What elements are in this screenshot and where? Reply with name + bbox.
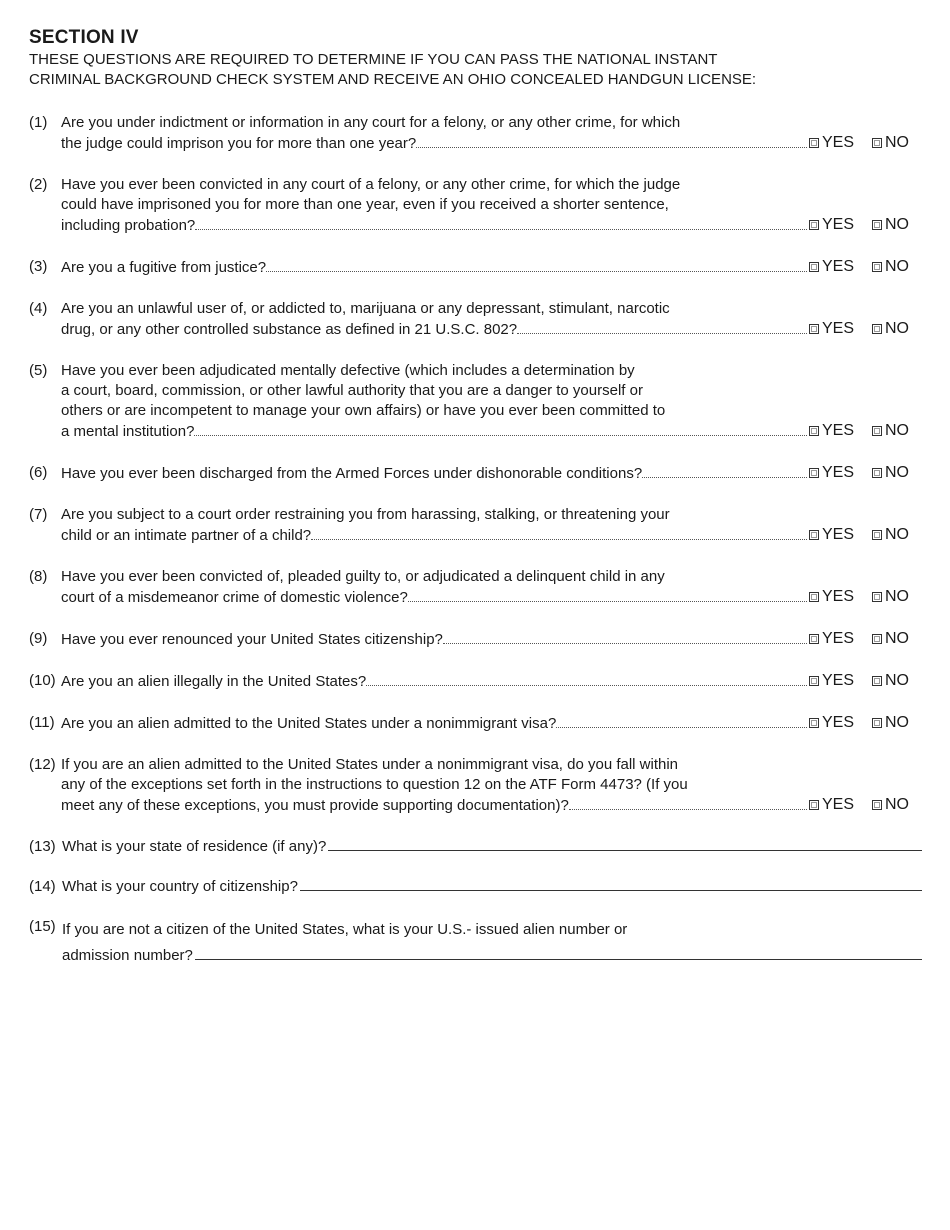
checkbox-square-icon[interactable] bbox=[872, 426, 882, 436]
question-answer-line bbox=[61, 713, 922, 734]
no-label: NO bbox=[885, 714, 909, 731]
answer-field-line[interactable] bbox=[195, 958, 922, 960]
question-answer-line bbox=[61, 319, 922, 340]
intro-line: THESE QUESTIONS ARE REQUIRED TO DETERMINE IF YOU CAN PASS THE NATIONAL INSTANT bbox=[29, 51, 718, 68]
question-answer-line bbox=[61, 587, 922, 608]
answer-field-line[interactable] bbox=[328, 849, 922, 851]
no-checkbox[interactable] bbox=[872, 421, 909, 441]
question-text-line: If you are an alien admitted to the United States under a nonimmigrant visa, do you fall within bbox=[61, 756, 679, 773]
question-number: (3) bbox=[29, 258, 48, 275]
question-text-line: a court, board, commission, or other lawful authority that you are a danger to yourself or bbox=[61, 382, 643, 399]
question-number: (9) bbox=[29, 630, 48, 647]
yes-no-choices bbox=[809, 713, 922, 733]
yes-no-choices bbox=[809, 587, 922, 607]
question-text-line: any of the exceptions set forth in the instructions to question 12 on the ATF Form 4473? (If you bbox=[61, 776, 688, 793]
question-6 bbox=[29, 463, 922, 484]
question-text-line: child or an intimate partner of a child? bbox=[61, 527, 312, 544]
yes-label: YES bbox=[822, 216, 855, 233]
question-text-line: court of a misdemeanor crime of domestic violence? bbox=[61, 589, 408, 606]
question-text-line: Are you an unlawful user of, or addicted to, marijuana or any depressant, stimulant, narcotic bbox=[61, 300, 670, 317]
question-12 bbox=[29, 755, 922, 816]
yes-checkbox[interactable] bbox=[809, 713, 872, 733]
yes-checkbox[interactable] bbox=[809, 671, 872, 691]
dot-leader bbox=[266, 270, 807, 272]
question-answer-line bbox=[62, 837, 922, 857]
question-answer-line bbox=[61, 463, 922, 484]
dot-leader bbox=[443, 642, 807, 644]
no-checkbox[interactable] bbox=[872, 713, 909, 733]
question-13 bbox=[29, 837, 922, 857]
question-text-line: Have you ever been convicted of, pleaded guilty to, or adjudicated a delinquent child in any bbox=[61, 568, 665, 585]
question-text-line: Are you a fugitive from justice? bbox=[61, 259, 267, 276]
checkbox-square-icon[interactable] bbox=[809, 592, 819, 602]
question-text-line: the judge could imprison you for more than one year? bbox=[61, 135, 417, 152]
no-checkbox[interactable] bbox=[872, 319, 909, 339]
checkbox-square-icon[interactable] bbox=[872, 676, 882, 686]
dot-leader bbox=[642, 476, 807, 478]
checkbox-square-icon[interactable] bbox=[809, 324, 819, 334]
dot-leader bbox=[517, 332, 807, 334]
question-answer-line bbox=[62, 943, 922, 969]
yes-no-choices bbox=[809, 463, 922, 483]
question-list bbox=[29, 113, 922, 969]
yes-checkbox[interactable] bbox=[809, 463, 872, 483]
question-text-line: What is your country of citizenship? bbox=[62, 878, 298, 895]
checkbox-square-icon[interactable] bbox=[809, 718, 819, 728]
checkbox-square-icon[interactable] bbox=[809, 800, 819, 810]
checkbox-square-icon[interactable] bbox=[809, 468, 819, 478]
yes-label: YES bbox=[822, 526, 855, 543]
yes-label: YES bbox=[822, 258, 855, 275]
dot-leader bbox=[366, 684, 807, 686]
yes-checkbox[interactable] bbox=[809, 629, 872, 649]
dot-leader bbox=[569, 808, 807, 810]
question-number: (14) bbox=[29, 878, 56, 895]
yes-checkbox[interactable] bbox=[809, 587, 872, 607]
question-number: (8) bbox=[29, 568, 48, 585]
question-2 bbox=[29, 175, 922, 236]
yes-no-choices bbox=[809, 257, 922, 277]
no-label: NO bbox=[885, 526, 909, 543]
checkbox-square-icon[interactable] bbox=[872, 592, 882, 602]
question-answer-line bbox=[62, 877, 922, 897]
question-text-line: Are you an alien illegally in the United States? bbox=[61, 673, 367, 690]
question-7 bbox=[29, 505, 922, 546]
no-label: NO bbox=[885, 258, 909, 275]
question-number: (1) bbox=[29, 114, 48, 131]
question-answer-line bbox=[61, 629, 922, 650]
question-text-line: a mental institution? bbox=[61, 423, 195, 440]
yes-no-choices bbox=[809, 525, 922, 545]
yes-checkbox[interactable] bbox=[809, 525, 872, 545]
question-number: (6) bbox=[29, 464, 48, 481]
dot-leader bbox=[195, 228, 807, 230]
yes-label: YES bbox=[822, 320, 855, 337]
question-number: (2) bbox=[29, 176, 48, 193]
intro-line: CRIMINAL BACKGROUND CHECK SYSTEM AND RECEIVE AN OHIO CONCEALED HANDGUN LICENSE: bbox=[29, 71, 757, 88]
checkbox-square-icon[interactable] bbox=[809, 220, 819, 230]
question-answer-line bbox=[61, 257, 922, 278]
checkbox-square-icon[interactable] bbox=[872, 800, 882, 810]
no-label: NO bbox=[885, 422, 909, 439]
yes-label: YES bbox=[822, 134, 855, 151]
dot-leader bbox=[311, 538, 807, 540]
question-answer-line bbox=[61, 133, 922, 154]
question-text-line: meet any of these exceptions, you must provide supporting documentation)? bbox=[61, 797, 569, 814]
question-answer-line bbox=[61, 795, 922, 816]
no-checkbox[interactable] bbox=[872, 795, 909, 815]
question-number: (5) bbox=[29, 362, 48, 379]
no-label: NO bbox=[885, 320, 909, 337]
question-1 bbox=[29, 113, 922, 154]
no-checkbox[interactable] bbox=[872, 525, 909, 545]
question-answer-line bbox=[61, 421, 922, 442]
yes-checkbox[interactable] bbox=[809, 133, 872, 153]
question-text-line: What is your state of residence (if any)? bbox=[62, 838, 327, 855]
no-checkbox[interactable] bbox=[872, 587, 909, 607]
checkbox-square-icon[interactable] bbox=[809, 426, 819, 436]
yes-label: YES bbox=[822, 588, 855, 605]
question-answer-line bbox=[61, 525, 922, 546]
question-answer-line bbox=[61, 671, 922, 692]
question-number: (15) bbox=[29, 918, 56, 935]
question-3 bbox=[29, 257, 922, 278]
checkbox-square-icon[interactable] bbox=[809, 634, 819, 644]
yes-no-choices bbox=[809, 795, 922, 815]
form-page bbox=[29, 26, 922, 989]
yes-checkbox[interactable] bbox=[809, 795, 872, 815]
question-10 bbox=[29, 671, 922, 692]
question-15 bbox=[29, 917, 922, 969]
question-text-line: Are you subject to a court order restraining you from harassing, stalking, or threatening your bbox=[61, 506, 670, 523]
yes-no-choices bbox=[809, 421, 922, 441]
yes-checkbox[interactable] bbox=[809, 319, 872, 339]
no-checkbox[interactable] bbox=[872, 215, 909, 235]
no-label: NO bbox=[885, 672, 909, 689]
question-11 bbox=[29, 713, 922, 734]
yes-no-choices bbox=[809, 629, 922, 649]
question-number: (13) bbox=[29, 838, 56, 855]
question-number: (11) bbox=[29, 714, 55, 731]
no-checkbox[interactable] bbox=[872, 257, 909, 277]
question-number: (10) bbox=[29, 672, 56, 689]
checkbox-square-icon[interactable] bbox=[872, 468, 882, 478]
yes-label: YES bbox=[822, 630, 855, 647]
checkbox-square-icon[interactable] bbox=[872, 220, 882, 230]
yes-checkbox[interactable] bbox=[809, 421, 872, 441]
yes-checkbox[interactable] bbox=[809, 257, 872, 277]
no-checkbox[interactable] bbox=[872, 133, 909, 153]
checkbox-square-icon[interactable] bbox=[809, 676, 819, 686]
question-text-line: Have you ever renounced your United States citizenship? bbox=[61, 631, 443, 648]
question-number: (7) bbox=[29, 506, 48, 523]
no-checkbox[interactable] bbox=[872, 463, 909, 483]
checkbox-square-icon[interactable] bbox=[872, 634, 882, 644]
section-intro bbox=[29, 50, 922, 90]
checkbox-square-icon[interactable] bbox=[872, 530, 882, 540]
yes-no-choices bbox=[809, 215, 922, 235]
yes-label: YES bbox=[822, 796, 855, 813]
checkbox-square-icon[interactable] bbox=[809, 262, 819, 272]
yes-checkbox[interactable] bbox=[809, 215, 872, 235]
question-text-line: drug, or any other controlled substance as defined in 21 U.S.C. 802? bbox=[61, 321, 518, 338]
no-checkbox[interactable] bbox=[872, 671, 909, 691]
dot-leader bbox=[194, 434, 807, 436]
answer-field-line[interactable] bbox=[300, 889, 922, 891]
question-text-line: others or are incompetent to manage your own affairs) or have you ever been committed to bbox=[61, 402, 666, 419]
yes-no-choices bbox=[809, 133, 922, 153]
no-checkbox[interactable] bbox=[872, 629, 909, 649]
dot-leader bbox=[408, 600, 807, 602]
question-text-line: Are you an alien admitted to the United States under a nonimmigrant visa? bbox=[61, 715, 557, 732]
no-label: NO bbox=[885, 630, 909, 647]
checkbox-square-icon[interactable] bbox=[872, 324, 882, 334]
question-text-line: If you are not a citizen of the United States, what is your U.S.- issued alien number or bbox=[62, 921, 628, 938]
checkbox-square-icon[interactable] bbox=[872, 138, 882, 148]
question-number: (12) bbox=[29, 756, 56, 773]
no-label: NO bbox=[885, 464, 909, 481]
yes-no-choices bbox=[809, 671, 922, 691]
question-9 bbox=[29, 629, 922, 650]
dot-leader bbox=[416, 146, 807, 148]
checkbox-square-icon[interactable] bbox=[809, 138, 819, 148]
yes-label: YES bbox=[822, 464, 855, 481]
question-text-line: admission number? bbox=[62, 947, 193, 964]
no-label: NO bbox=[885, 796, 909, 813]
yes-no-choices bbox=[809, 319, 922, 339]
checkbox-square-icon[interactable] bbox=[872, 718, 882, 728]
question-14 bbox=[29, 877, 922, 897]
question-number: (4) bbox=[29, 300, 48, 317]
question-5 bbox=[29, 361, 922, 442]
no-label: NO bbox=[885, 134, 909, 151]
question-4 bbox=[29, 299, 922, 340]
dot-leader bbox=[556, 726, 807, 728]
question-text-line: Have you ever been discharged from the Armed Forces under dishonorable conditions? bbox=[61, 465, 643, 482]
question-text-line: Are you under indictment or information in any court for a felony, or any other crime, for which bbox=[61, 114, 681, 131]
question-text-line: Have you ever been adjudicated mentally defective (which includes a determination by bbox=[61, 362, 635, 379]
checkbox-square-icon[interactable] bbox=[872, 262, 882, 272]
checkbox-square-icon[interactable] bbox=[809, 530, 819, 540]
question-text-line: could have imprisoned you for more than one year, even if you received a shorter sentence, bbox=[61, 196, 669, 213]
question-text-line: including probation? bbox=[61, 217, 196, 234]
yes-label: YES bbox=[822, 672, 855, 689]
section-title: SECTION IV bbox=[29, 27, 139, 48]
question-text-line: Have you ever been convicted in any court of a felony, or any other crime, for which the judge bbox=[61, 176, 681, 193]
yes-label: YES bbox=[822, 714, 855, 731]
yes-label: YES bbox=[822, 422, 855, 439]
question-answer-line bbox=[61, 215, 922, 236]
question-8 bbox=[29, 567, 922, 608]
no-label: NO bbox=[885, 216, 909, 233]
no-label: NO bbox=[885, 588, 909, 605]
